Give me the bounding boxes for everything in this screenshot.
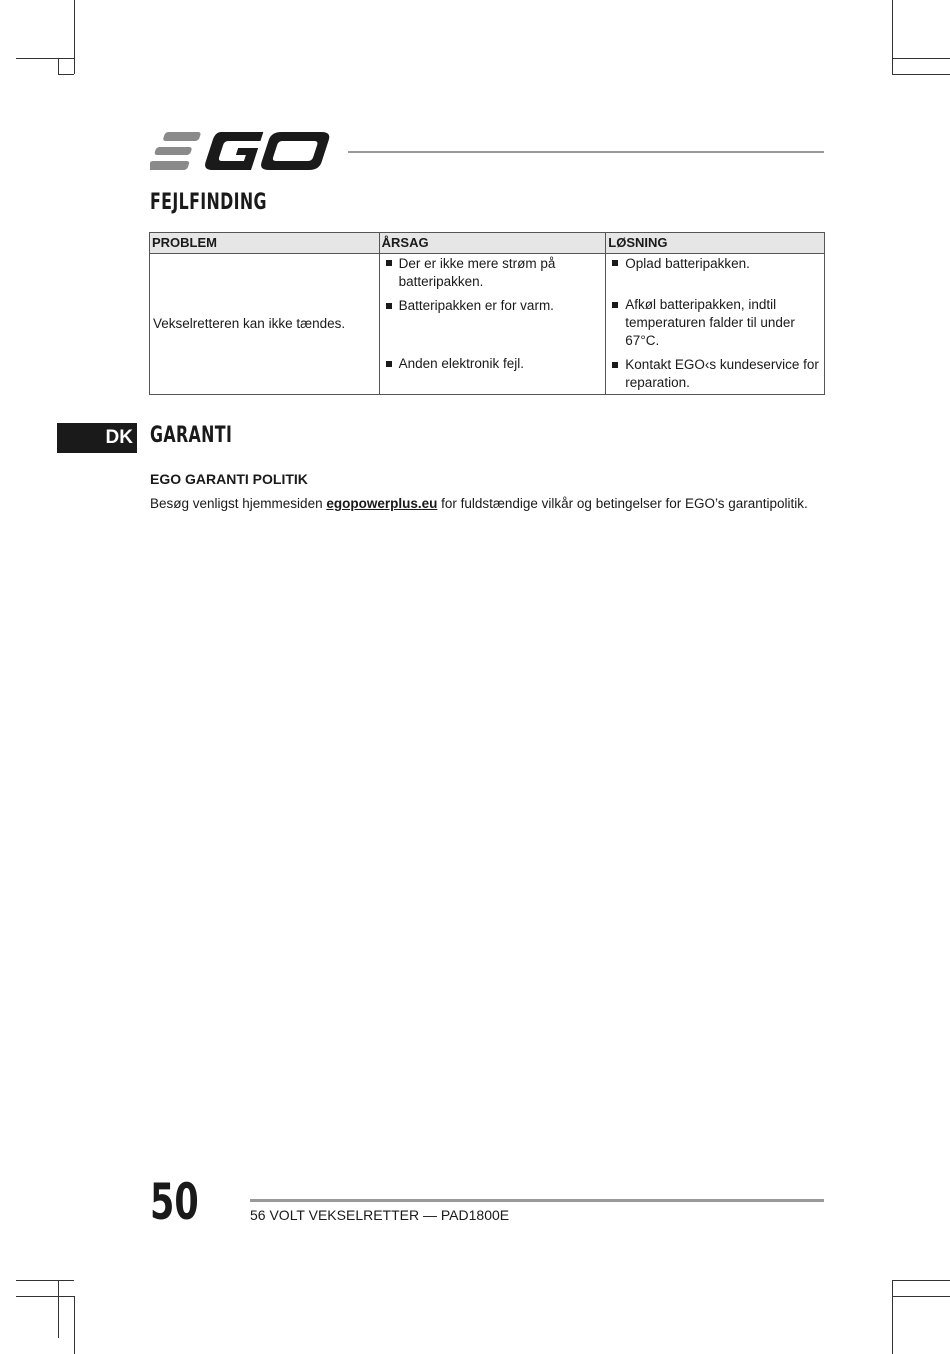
crop-mark [892, 0, 893, 74]
language-tab: DK [57, 423, 137, 453]
crop-mark [74, 1296, 75, 1354]
cause-list [380, 254, 606, 394]
warranty-text [150, 496, 808, 511]
cause-item: Batteripakken er for varm. [380, 297, 606, 355]
warranty-link[interactable]: egopowerplus.eu [326, 496, 438, 511]
solution-item: Afkøl batteripakken, indtil temperaturen falder til under 67°C. [606, 296, 824, 356]
header-solution: LØSNING [606, 233, 825, 254]
troubleshooting-title: FEJLFINDING [150, 190, 267, 215]
table-row [150, 254, 825, 395]
crop-mark [58, 74, 74, 75]
cause-item: Der er ikke mere strøm på batteripakken. [380, 254, 606, 297]
warranty-text-after: for fuldstændige vilkår og betingelser for EGO’s garantipolitik. [437, 496, 808, 511]
footer-rule [250, 1199, 824, 1202]
troubleshooting-table [149, 232, 825, 395]
crop-mark [892, 1280, 950, 1281]
crop-mark [16, 1296, 74, 1297]
header-rule [348, 151, 824, 153]
header-cause: ÅRSAG [379, 233, 606, 254]
solution-item: Oplad batteripakken. [606, 254, 824, 296]
page-number: 50 [150, 1173, 199, 1231]
solution-cell [606, 254, 825, 395]
crop-mark [58, 1280, 59, 1338]
warranty-subtitle: EGO GARANTI POLITIK [150, 471, 308, 487]
crop-mark [74, 0, 75, 74]
warranty-text-before: Besøg venligst hjemmesiden [150, 496, 327, 511]
ego-logo [150, 130, 332, 172]
crop-mark [892, 1296, 950, 1297]
warranty-title: GARANTI [150, 423, 233, 448]
crop-mark [16, 58, 74, 59]
crop-mark [892, 1280, 893, 1354]
solution-item: Kontakt EGO‹s kundeservice for reparation. [606, 356, 824, 394]
cause-item: Anden elektronik fejl. [380, 355, 606, 394]
crop-mark [892, 58, 950, 59]
crop-mark [58, 58, 59, 74]
problem-cell: Vekselretteren kan ikke tændes. [150, 254, 380, 395]
header-problem: PROBLEM [150, 233, 380, 254]
crop-mark [16, 1280, 74, 1281]
cause-cell [379, 254, 606, 395]
crop-mark [892, 74, 950, 75]
table-header-row [150, 233, 825, 254]
footer-product: 56 VOLT VEKSELRETTER — PAD1800E [250, 1207, 510, 1223]
solution-list [606, 254, 824, 394]
